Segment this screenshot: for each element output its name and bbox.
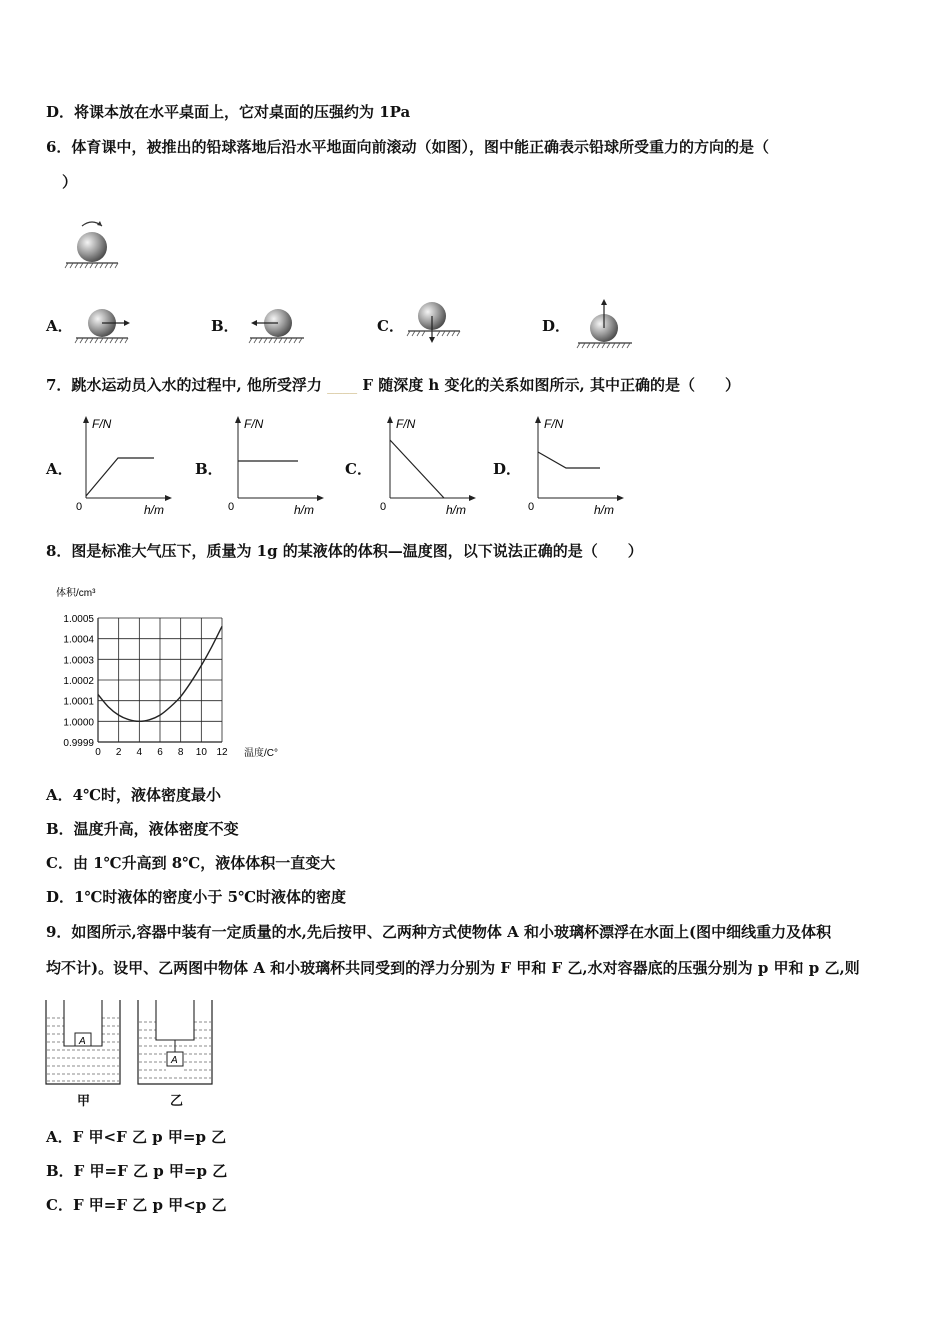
q7-option-d-label: D．: [493, 460, 522, 478]
q8-option-d: D．1℃时液体的密度小于 5℃时液体的密度: [46, 888, 347, 906]
q7-stem-rest: F 随深度 h 变化的关系如图所示, 其中正确的是（ ）: [357, 376, 740, 394]
q9-yi-block-label: A: [171, 1055, 178, 1066]
q8-x-tick-label: 10: [195, 747, 207, 758]
q8-volume-temperature-chart: [50, 584, 300, 764]
q6-option-b-label: B．: [211, 317, 239, 335]
q7-graph-a: [72, 412, 182, 522]
q7-stem: [46, 375, 740, 395]
q9-option-b: B．F 甲=F 乙 p 甲=p 乙: [46, 1162, 228, 1180]
q7-graph-b-xlabel: h/m: [294, 503, 315, 517]
q8-stem: 8．图是标准大气压下，质量为 1g 的某液体的体积—温度图，以下说法正确的是（ ）: [46, 542, 643, 560]
q8-y-tick-label: 1.0004: [63, 634, 94, 646]
q7-graph-c-xlabel: h/m: [446, 503, 467, 517]
q8-x-tick-label: 6: [157, 747, 163, 758]
q9-option-c: C．F 甲=F 乙 p 甲<p 乙: [46, 1196, 227, 1214]
q7-option-c-label: C．: [345, 460, 372, 478]
q6-main-figure: [60, 214, 130, 274]
q8-y-tick-label: 1.0003: [63, 655, 94, 667]
q6-stem-line1: 6．体育课中，被推出的铅球落地后沿水平地面向前滚动（如图），图中能正确表示铅球所受重力的方向的是（: [46, 138, 769, 156]
q9-option-a: A．F 甲<F 乙 p 甲=p 乙: [46, 1128, 227, 1146]
q9-stem-line1: 9．如图所示,容器中装有一定质量的水,先后按甲、乙两种方式使物体 A 和小玻璃杯漂浮在水面上(图中细线重力及体积: [46, 923, 832, 941]
q8-option-c: C．由 1℃升高到 8℃，液体体积一直变大: [46, 854, 336, 872]
q8-y-tick-label: 1.0001: [63, 696, 94, 708]
q7-stem-blank: ____: [327, 376, 358, 394]
q7-graph-b: [224, 412, 334, 522]
q7-graph-a-origin: 0: [76, 501, 83, 513]
q7-stem-start: 7．跳水运动员入水的过程中, 他所受浮力: [46, 376, 328, 394]
q9-fig-label-jia: 甲: [77, 1094, 91, 1109]
q9-figure-jia: [44, 998, 124, 1090]
q6-option-b-figure: [240, 298, 310, 350]
q7-graph-c-ylabel: F/N: [396, 417, 416, 431]
q6-option-c-figure: [404, 296, 466, 352]
q6-option-d-figure: [574, 294, 636, 352]
q8-chart-xlabel: 温度/C°: [244, 748, 278, 759]
q9-figure-yi: [136, 998, 216, 1090]
q7-graph-d-origin: 0: [528, 501, 535, 513]
q8-x-tick-label: 2: [115, 747, 122, 758]
q9-fig-label-yi: 乙: [170, 1094, 184, 1109]
q8-chart-ylabel: 体积/cm³: [56, 588, 96, 599]
q9-stem-line2: 均不计)。设甲、乙两图中物体 A 和小玻璃杯共同受到的浮力分别为 F 甲和 F 乙,水对容器底的压强分别为 p 甲和 p 乙,则: [46, 959, 860, 977]
q9-jia-block-label: A: [79, 1036, 86, 1047]
q7-graph-d-xlabel: h/m: [594, 503, 615, 517]
q8-y-tick-label: 1.0002: [63, 676, 94, 687]
q8-y-tick-label: 1.0000: [63, 717, 94, 729]
q8-y-tick-label: 1.0005: [63, 614, 94, 625]
q6-stem-line2: ）: [62, 173, 78, 191]
q7-graph-a-xlabel: h/m: [144, 503, 165, 517]
q8-x-tick-label: 8: [177, 747, 184, 758]
q7-graph-d-ylabel: F/N: [544, 417, 564, 431]
q6-option-a-label: A．: [46, 317, 73, 335]
q8-option-b: B．温度升高，液体密度不变: [46, 820, 239, 838]
q8-x-tick-label: 12: [216, 747, 228, 758]
q8-x-tick-label: 4: [136, 747, 143, 758]
q8-option-a: A．4℃时，液体密度最小: [46, 786, 222, 804]
q7-graph-b-origin: 0: [228, 501, 235, 513]
q7-option-a-label: A．: [46, 460, 73, 478]
q7-graph-a-ylabel: F/N: [92, 417, 112, 431]
q7-graph-c-origin: 0: [380, 501, 387, 513]
q5-option-d: D．将课本放在水平桌面上，它对桌面的压强约为 1Pa: [46, 103, 411, 121]
q8-y-tick-label: 0.9999: [63, 738, 94, 749]
q7-option-b-label: B．: [195, 460, 223, 478]
q6-option-c-label: C．: [377, 317, 404, 335]
q7-graph-c: [376, 412, 486, 522]
q7-graph-d: [524, 412, 634, 522]
q6-option-a-figure: [72, 298, 137, 350]
q8-x-tick-label: 0: [95, 747, 101, 758]
q7-graph-b-ylabel: F/N: [244, 417, 264, 431]
q6-option-d-label: D．: [542, 317, 571, 335]
